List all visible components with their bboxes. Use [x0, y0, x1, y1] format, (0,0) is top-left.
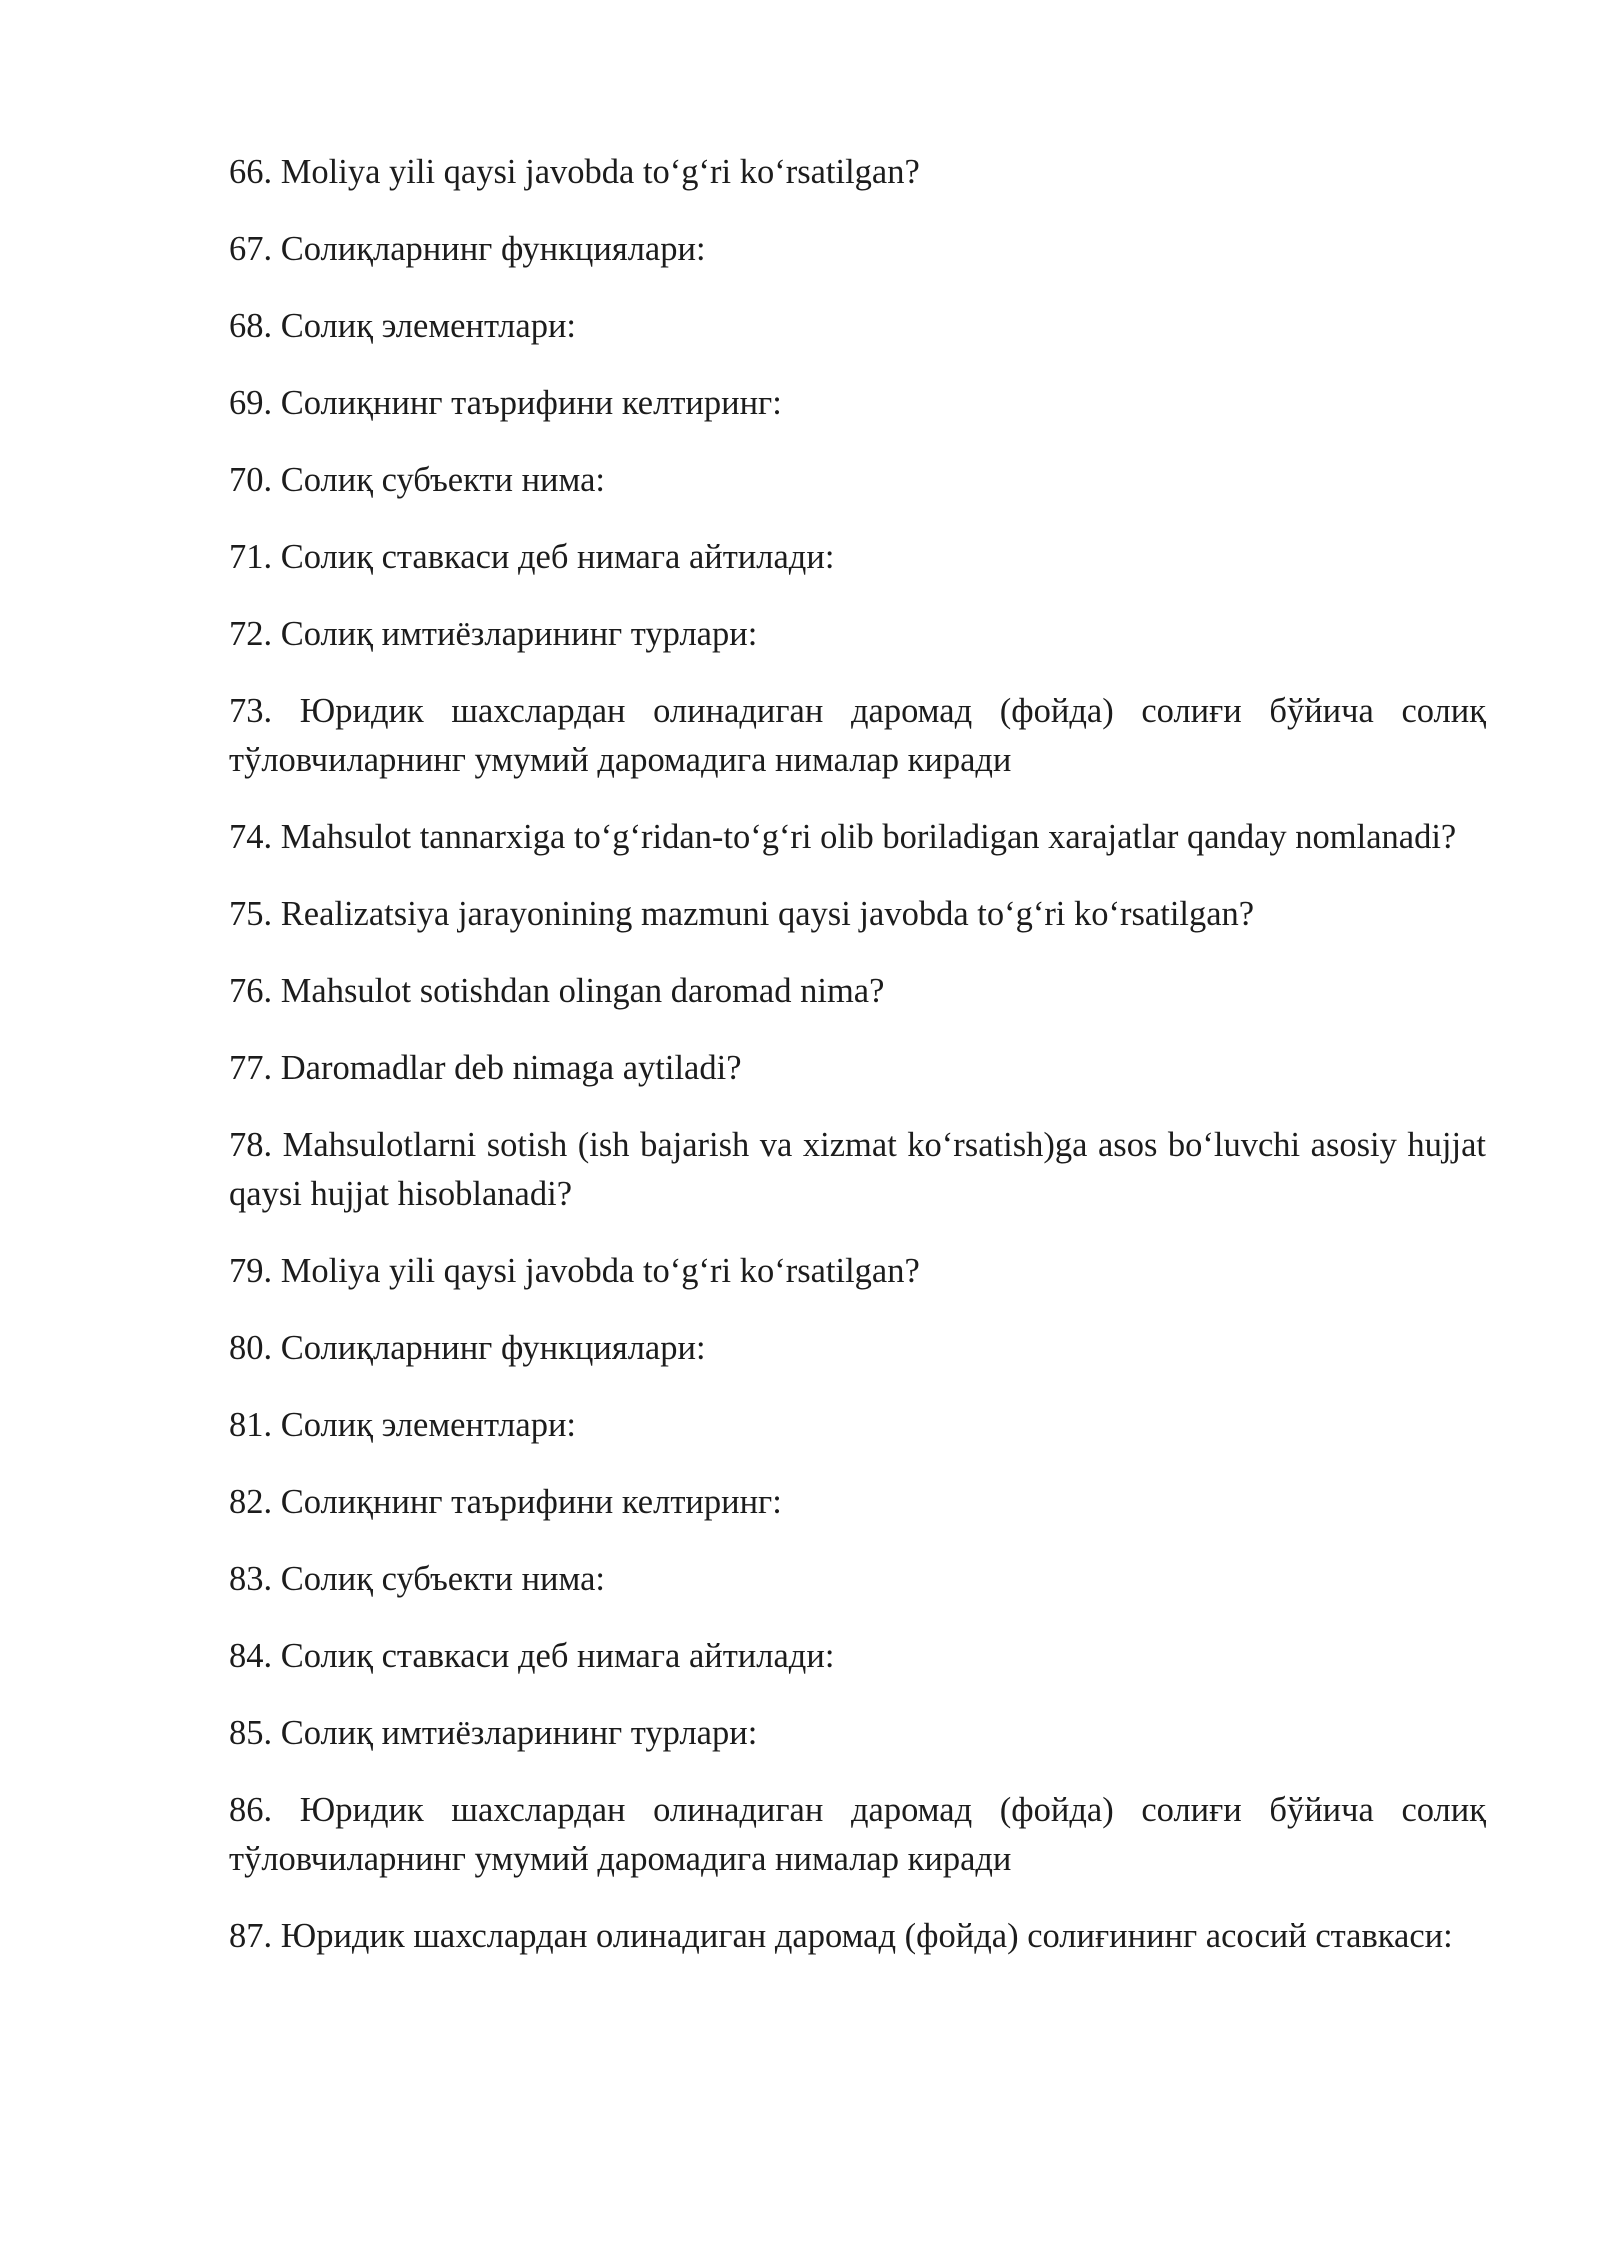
question-74: 74. Mahsulot tannarxiga to‘g‘ridan-to‘g‘ri olib boriladigan xarajatlar qanday nomlanadi? [229, 818, 1457, 856]
question-77: 77. Daromadlar deb nimaga aytiladi? [229, 1049, 742, 1087]
question-68: 68. Солиқ элементлари: [229, 307, 576, 345]
question-66: 66. Moliya yili qaysi javobda to‘g‘ri ko‘rsatilgan? [229, 153, 920, 191]
question-69: 69. Солиқнинг таърифини келтиринг: [229, 384, 782, 422]
question-84: 84. Солиқ ставкаси деб нимага айтилади: [229, 1637, 835, 1675]
question-82: 82. Солиқнинг таърифини келтиринг: [229, 1483, 782, 1521]
question-70: 70. Солиқ субъекти нима: [229, 461, 606, 499]
question-71: 71. Солиқ ставкаси деб нимага айтилади: [229, 538, 835, 576]
question-78: 78. Mahsulotlarni sotish (ish bajarish va xizmat ko‘rsatish)ga asos bo‘luvchi asosiy hujjat qaysi hujjat hisoblanadi? [229, 1126, 1486, 1213]
question-67: 67. Солиқларнинг функциялари: [229, 230, 706, 268]
question-list [229, 148, 1486, 1989]
question-73: 73. Юридик шахслардан олинадиган даромад (фойда) солиғи бўйича солиқ тўловчиларнинг умумий даромадига нималар киради [229, 692, 1486, 779]
question-76: 76. Mahsulot sotishdan olingan daromad nima? [229, 972, 885, 1010]
question-83: 83. Солиқ субъекти нима: [229, 1560, 606, 1598]
question-86: 86. Юридик шахслардан олинадиган даромад (фойда) солиғи бўйича солиқ тўловчиларнинг умумий даромадига нималар киради [229, 1791, 1486, 1878]
question-79: 79. Moliya yili qaysi javobda to‘g‘ri ko‘rsatilgan? [229, 1252, 920, 1290]
question-72: 72. Солиқ имтиёзларининг турлари: [229, 615, 758, 653]
question-75: 75. Realizatsiya jarayonining mazmuni qaysi javobda to‘g‘ri ko‘rsatilgan? [229, 895, 1255, 933]
question-81: 81. Солиқ элементлари: [229, 1406, 576, 1444]
question-87: 87. Юридик шахслардан олинадиган даромад (фойда) солиғининг асосий ставкаси: [229, 1917, 1453, 1955]
question-85: 85. Солиқ имтиёзларининг турлари: [229, 1714, 758, 1752]
question-80: 80. Солиқларнинг функциялари: [229, 1329, 706, 1367]
